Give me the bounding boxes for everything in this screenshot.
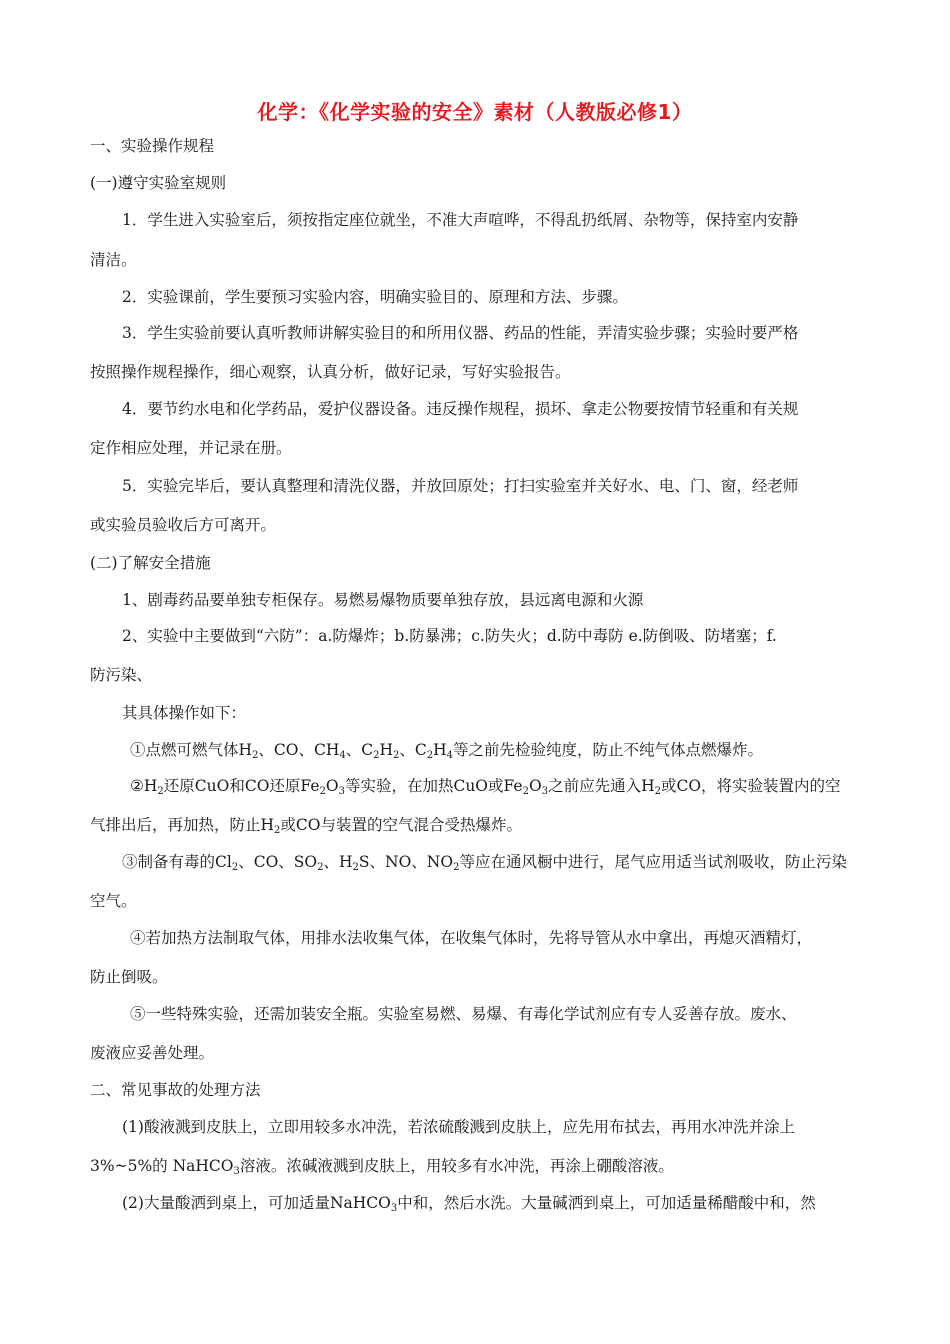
safety-2-line-2: 防污染、 [90, 666, 153, 684]
section-heading-1: 一、实验操作规程 [90, 137, 215, 155]
item-2-line-1: $②H_2$还原CuO和CO还原$Fe_2O_3$等实验，在加热CuO或$Fe_2O_3$之前应先通入$H_2$或CO，将实验装置内的空 [130, 777, 841, 797]
rule-3-line-2: 按照操作规程操作，细心观察，认真分析，做好记录，写好实验报告。 [90, 363, 571, 381]
item-3-line-1: ③制备有毒的$Cl_2$、CO、$SO_2$、$H_2S$、NO、$NO_2$等应在通风橱中进行，尾气应用适当试剂吸收，防止污染 [122, 853, 847, 873]
rule-3-line-1: 3．学生实验前要认真听教师讲解实验目的和所用仪器、药品的性能，弄清实验步骤；实验时要严格 [122, 324, 799, 342]
item-2-line-2: 气排出后，再加热，防止$H_2$或CO与装置的空气混合受热爆炸。 [90, 816, 522, 836]
safety-1: 1、剧毒药品要单独专柜保存。易燃易爆物质要单独存放，县远离电源和火源 [122, 591, 644, 609]
subsection-heading-1: (一)遵守实验室规则 [90, 174, 227, 192]
document-title: 化学：《化学实验的安全》素材（人教版必修1） [257, 100, 693, 124]
item-4-line-2: 防止倒吸。 [90, 968, 168, 986]
rule-2: 2．实验课前，学生要预习实验内容，明确实验目的、原理和方法、步骤。 [122, 288, 628, 306]
rule-5-line-1: 5．实验完毕后，要认真整理和清洗仪器，并放回原处；打扫实验室并关好水、电、门、窗，经老师 [122, 477, 799, 495]
item-1: ①点燃可燃气体$H_2$、CO、$CH_4$、$C_2H_2$、$C_2H_4$等之前先检验纯度，防止不纯气体点燃爆炸。 [130, 741, 764, 761]
item-5-line-1: ⑤一些特殊实验，还需加装安全瓶。实验室易燃、易爆、有毒化学试剂应有专人妥善存放。废水、 [130, 1005, 797, 1023]
rule-4-line-2: 定作相应处理，并记录在册。 [90, 439, 292, 457]
rule-4-line-1: 4．要节约水电和化学药品，爱护仪器设备。违反操作规程，损坏、拿走公物要按情节轻重和有关规 [122, 400, 799, 418]
accident-1-line-1: (1)酸液溅到皮肤上，立即用较多水冲洗，若浓硫酸溅到皮肤上，应先用布拭去，再用水冲洗并涂上 [122, 1118, 795, 1136]
rule-1-line-1: 1．学生进入实验室后，须按指定座位就坐，不准大声喧哗，不得乱扔纸屑、杂物等，保持室内安静 [122, 211, 799, 229]
section-heading-2: 二、常见事故的处理方法 [90, 1081, 261, 1099]
operations-intro: 其具体操作如下： [122, 704, 247, 722]
item-3-line-2: 空气。 [90, 892, 137, 910]
accident-2-line-1: (2)大量酸洒到桌上，可加适量NaHCO$_3$中和，然后水洗。大量碱洒到桌上，可加适量稀醋酸中和，然 [122, 1194, 816, 1214]
subsection-heading-2: (二)了解安全措施 [90, 554, 211, 572]
rule-5-line-2: 或实验员验收后方可离开。 [90, 516, 277, 534]
item-5-line-2: 废液应妥善处理。 [90, 1044, 215, 1062]
item-4-line-1: ④若加热方法制取气体，用排水法收集气体，在收集气体时，先将导管从水中拿出，再熄灭酒精灯， [130, 929, 813, 947]
safety-2-line-1: 2、实验中主要做到“六防”：a.防爆炸；b.防暴沸；c.防失火；d.防中毒防 e.防倒吸、防堵塞；f. [122, 627, 777, 645]
rule-1-line-2: 清洁。 [90, 251, 137, 269]
accident-1-line-2: 3%~5%的 NaHCO$_3$溶液。浓碱液溅到皮肤上，用较多有水冲洗，再涂上硼酸溶液。 [90, 1157, 674, 1177]
